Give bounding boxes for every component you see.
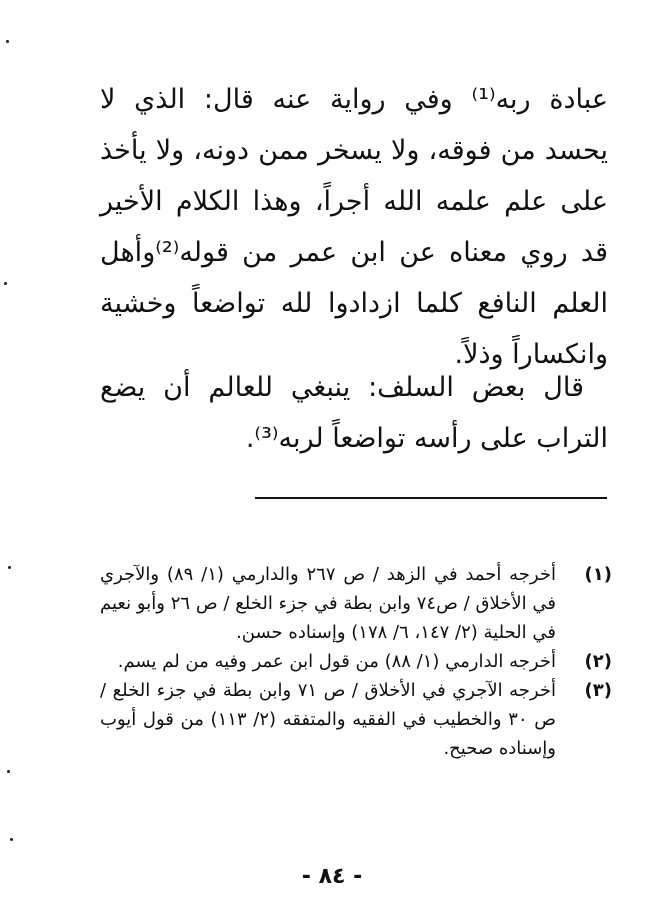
footnotes-section	[100, 560, 612, 763]
page-number: - ٨٤ -	[301, 864, 363, 889]
scan-speck	[8, 566, 11, 569]
scan-speck	[10, 838, 13, 841]
main-paragraph-2: قال بعض السلف: ينبغي للعالم أن يضع التراب على رأسه تواضعاً لربه⁽³⁾.	[100, 372, 608, 454]
footnote-number: (٢)	[584, 651, 612, 672]
footnote-separator	[255, 497, 607, 499]
footnote-text: أخرجه الدارمي (١/ ٨٨) من قول ابن عمر وفيه من لم يسم.	[117, 651, 556, 672]
footnote-text: أخرجه الآجري في الأخلاق / ص ٧١ وابن بطة في جزء الخلع / ص ٣٠ والخطيب في الفقيه والمتفقه (٢/ ١١٣) من قول أيوب وإسناده صحيح.	[100, 680, 556, 759]
scan-speck	[4, 282, 7, 285]
scan-speck	[7, 770, 10, 773]
footnote-number: (٣)	[584, 680, 612, 701]
footnote-3	[100, 676, 612, 763]
footnote-1	[100, 560, 612, 647]
footnote-number: (١)	[584, 564, 612, 585]
footnote-2	[100, 647, 612, 676]
footnote-text: أخرجه أحمد في الزهد / ص ٢٦٧ والدارمي (١/ ٨٩) والآجري في الأخلاق / ص٧٤ وابن بطة في جزء الخلع / ص ٢٦ وأبو نعيم في الحلية (٢/ ١٤٧، ٦/ ١٧٨) وإسناده حسن.	[100, 564, 556, 643]
scan-speck	[6, 40, 9, 43]
main-paragraph-1: عبادة ربه⁽¹⁾ وفي رواية عنه قال: الذي لا يحسد من فوقه، ولا يسخر ممن دونه، ولا يأخذ على علم علمه الله أجراً، وهذا الكلام الأخير قد روي معناه عن ابن عمر من قوله⁽²⁾وأهل العلم النافع كلما ازدادوا لله تواضعاً وخشية وانكساراً وذلاً.	[100, 84, 608, 370]
